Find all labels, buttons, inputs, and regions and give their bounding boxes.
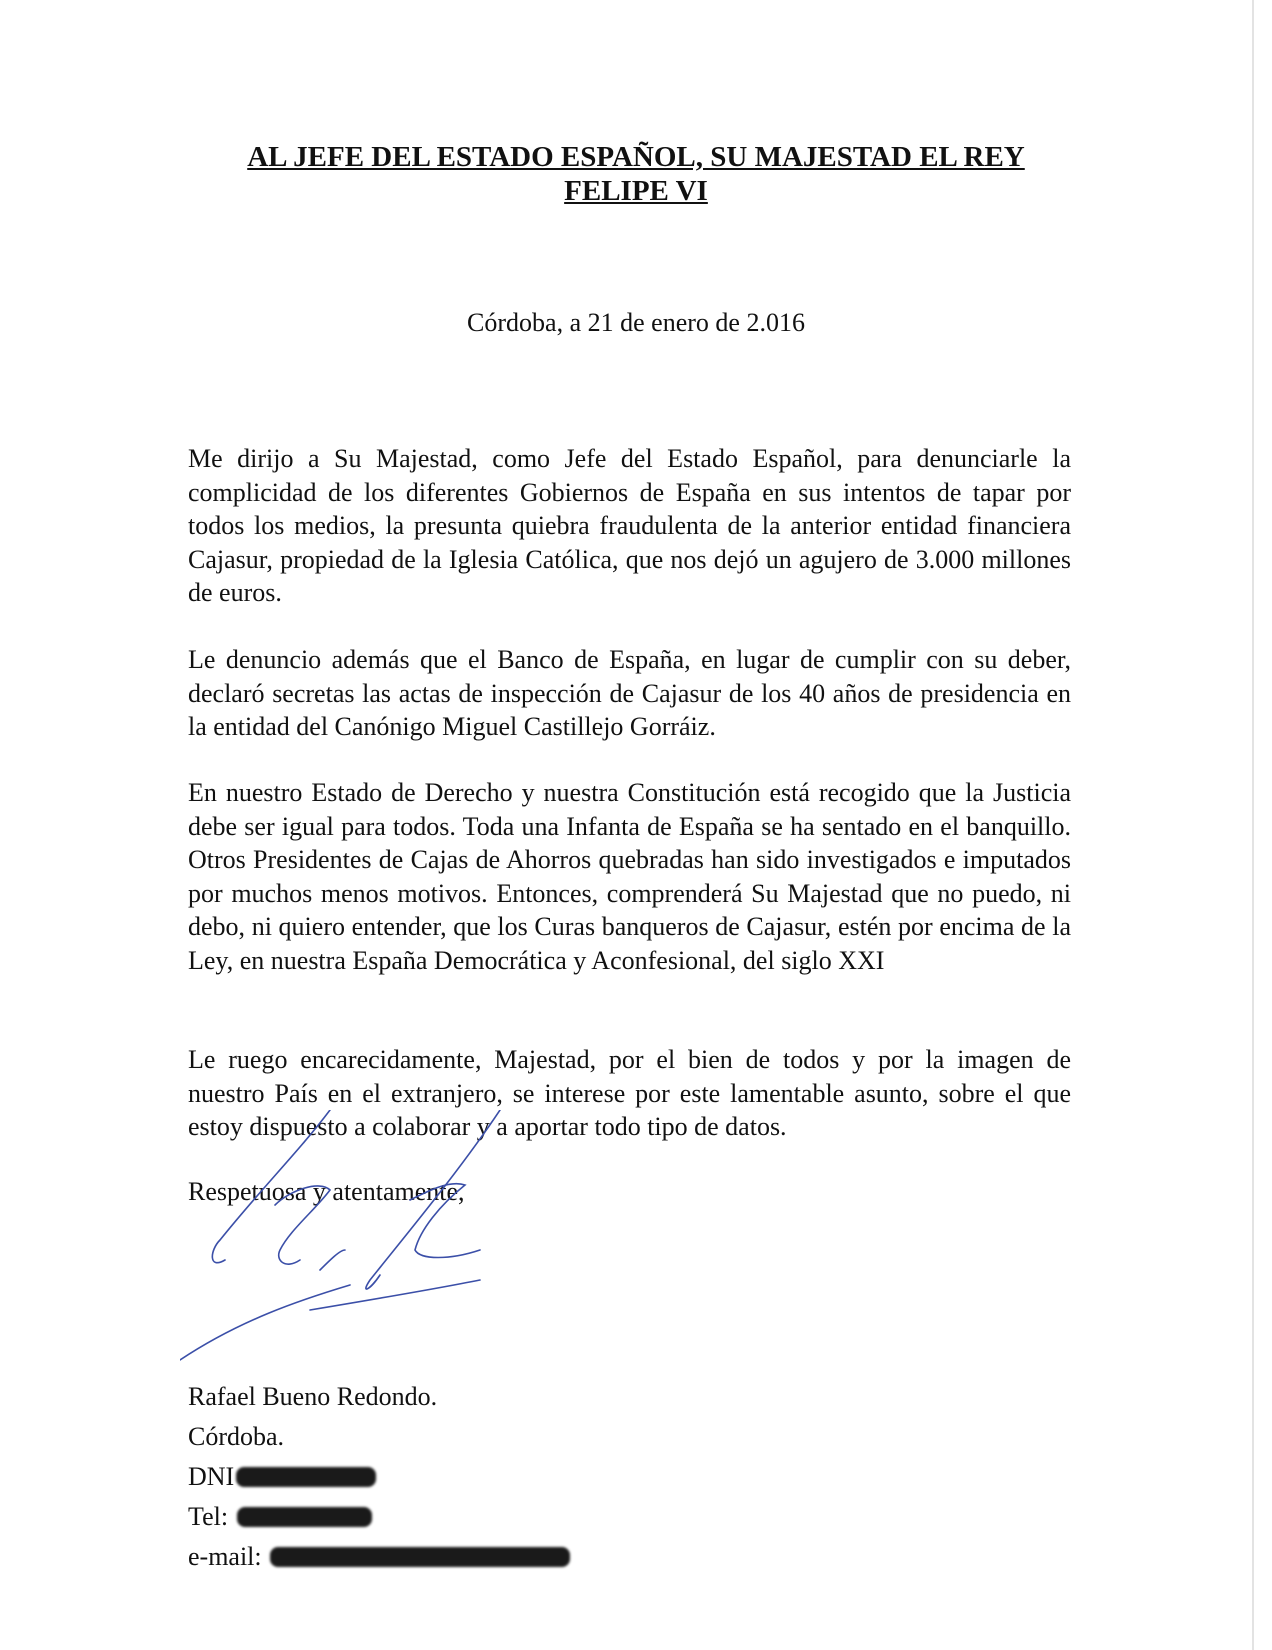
tel-label: Tel: — [188, 1502, 229, 1531]
paragraph-1: Me dirijo a Su Majestad, como Jefe del Estado Español, para denunciarle la complicidad de los diferentes Gobiernos de España en sus intentos de tapar por todos los medios, la presunta quiebra fraudulenta de la anterior entidad financiera Cajasur, propiedad de la Iglesia Católica, que nos dejó un agujero de 3.000 millones de euros. — [188, 444, 1071, 608]
tel-line — [188, 1497, 570, 1537]
title-line-2: FELIPE VI — [564, 175, 708, 207]
scan-edge — [1252, 0, 1254, 1650]
paragraph-4: Le ruego encarecidamente, Majestad, por el bien de todos y por la imagen de nuestro País en el extranjero, se interese por este lamentable asunto, sobre el que estoy dispuesto a colaborar y a aportar todo tipo de datos. — [188, 1045, 1071, 1142]
email-label: e-mail: — [188, 1542, 262, 1571]
dni-redaction — [236, 1467, 376, 1487]
dni-label: DNI — [188, 1462, 235, 1491]
email-line — [188, 1537, 570, 1577]
paragraph-2: Le denuncio además que el Banco de España, en lugar de cumplir con su deber, declaró secretas las actas de inspección de Cajasur de los 40 años de presidencia en la entidad del Canónigo Miguel Castillejo Gorráiz. — [188, 645, 1071, 742]
sender-name: Rafael Bueno Redondo. — [188, 1382, 438, 1411]
email-redaction — [270, 1547, 570, 1567]
sender-city: Córdoba. — [188, 1422, 285, 1451]
letter-date: Córdoba, a 21 de enero de 2.016 — [467, 308, 805, 337]
paragraph-3: En nuestro Estado de Derecho y nuestra Constitución está recogido que la Justicia debe ser igual para todos. Toda una Infanta de España se ha sentado en el banquillo. Otros Presidentes de Cajas de Ahorros quebradas han sido investigados e imputados por muchos menos motivos. Entonces, comprenderá Su Majestad que no puedo, ni debo, ni quiero entender, que los Curas banqueros de Cajasur, estén por encima de la Ley, en nuestra España Democrática y Aconfesional, del siglo XXI — [188, 778, 1071, 975]
closing-salutation: Respetuosa y atentamente, — [188, 1177, 465, 1206]
signature-block — [188, 1377, 570, 1577]
dni-line — [188, 1457, 570, 1497]
title-line-1: AL JEFE DEL ESTADO ESPAÑOL, SU MAJESTAD EL REY — [247, 141, 1025, 173]
tel-redaction — [237, 1507, 372, 1527]
handwritten-signature — [180, 1110, 540, 1390]
letter-title — [160, 140, 1112, 208]
